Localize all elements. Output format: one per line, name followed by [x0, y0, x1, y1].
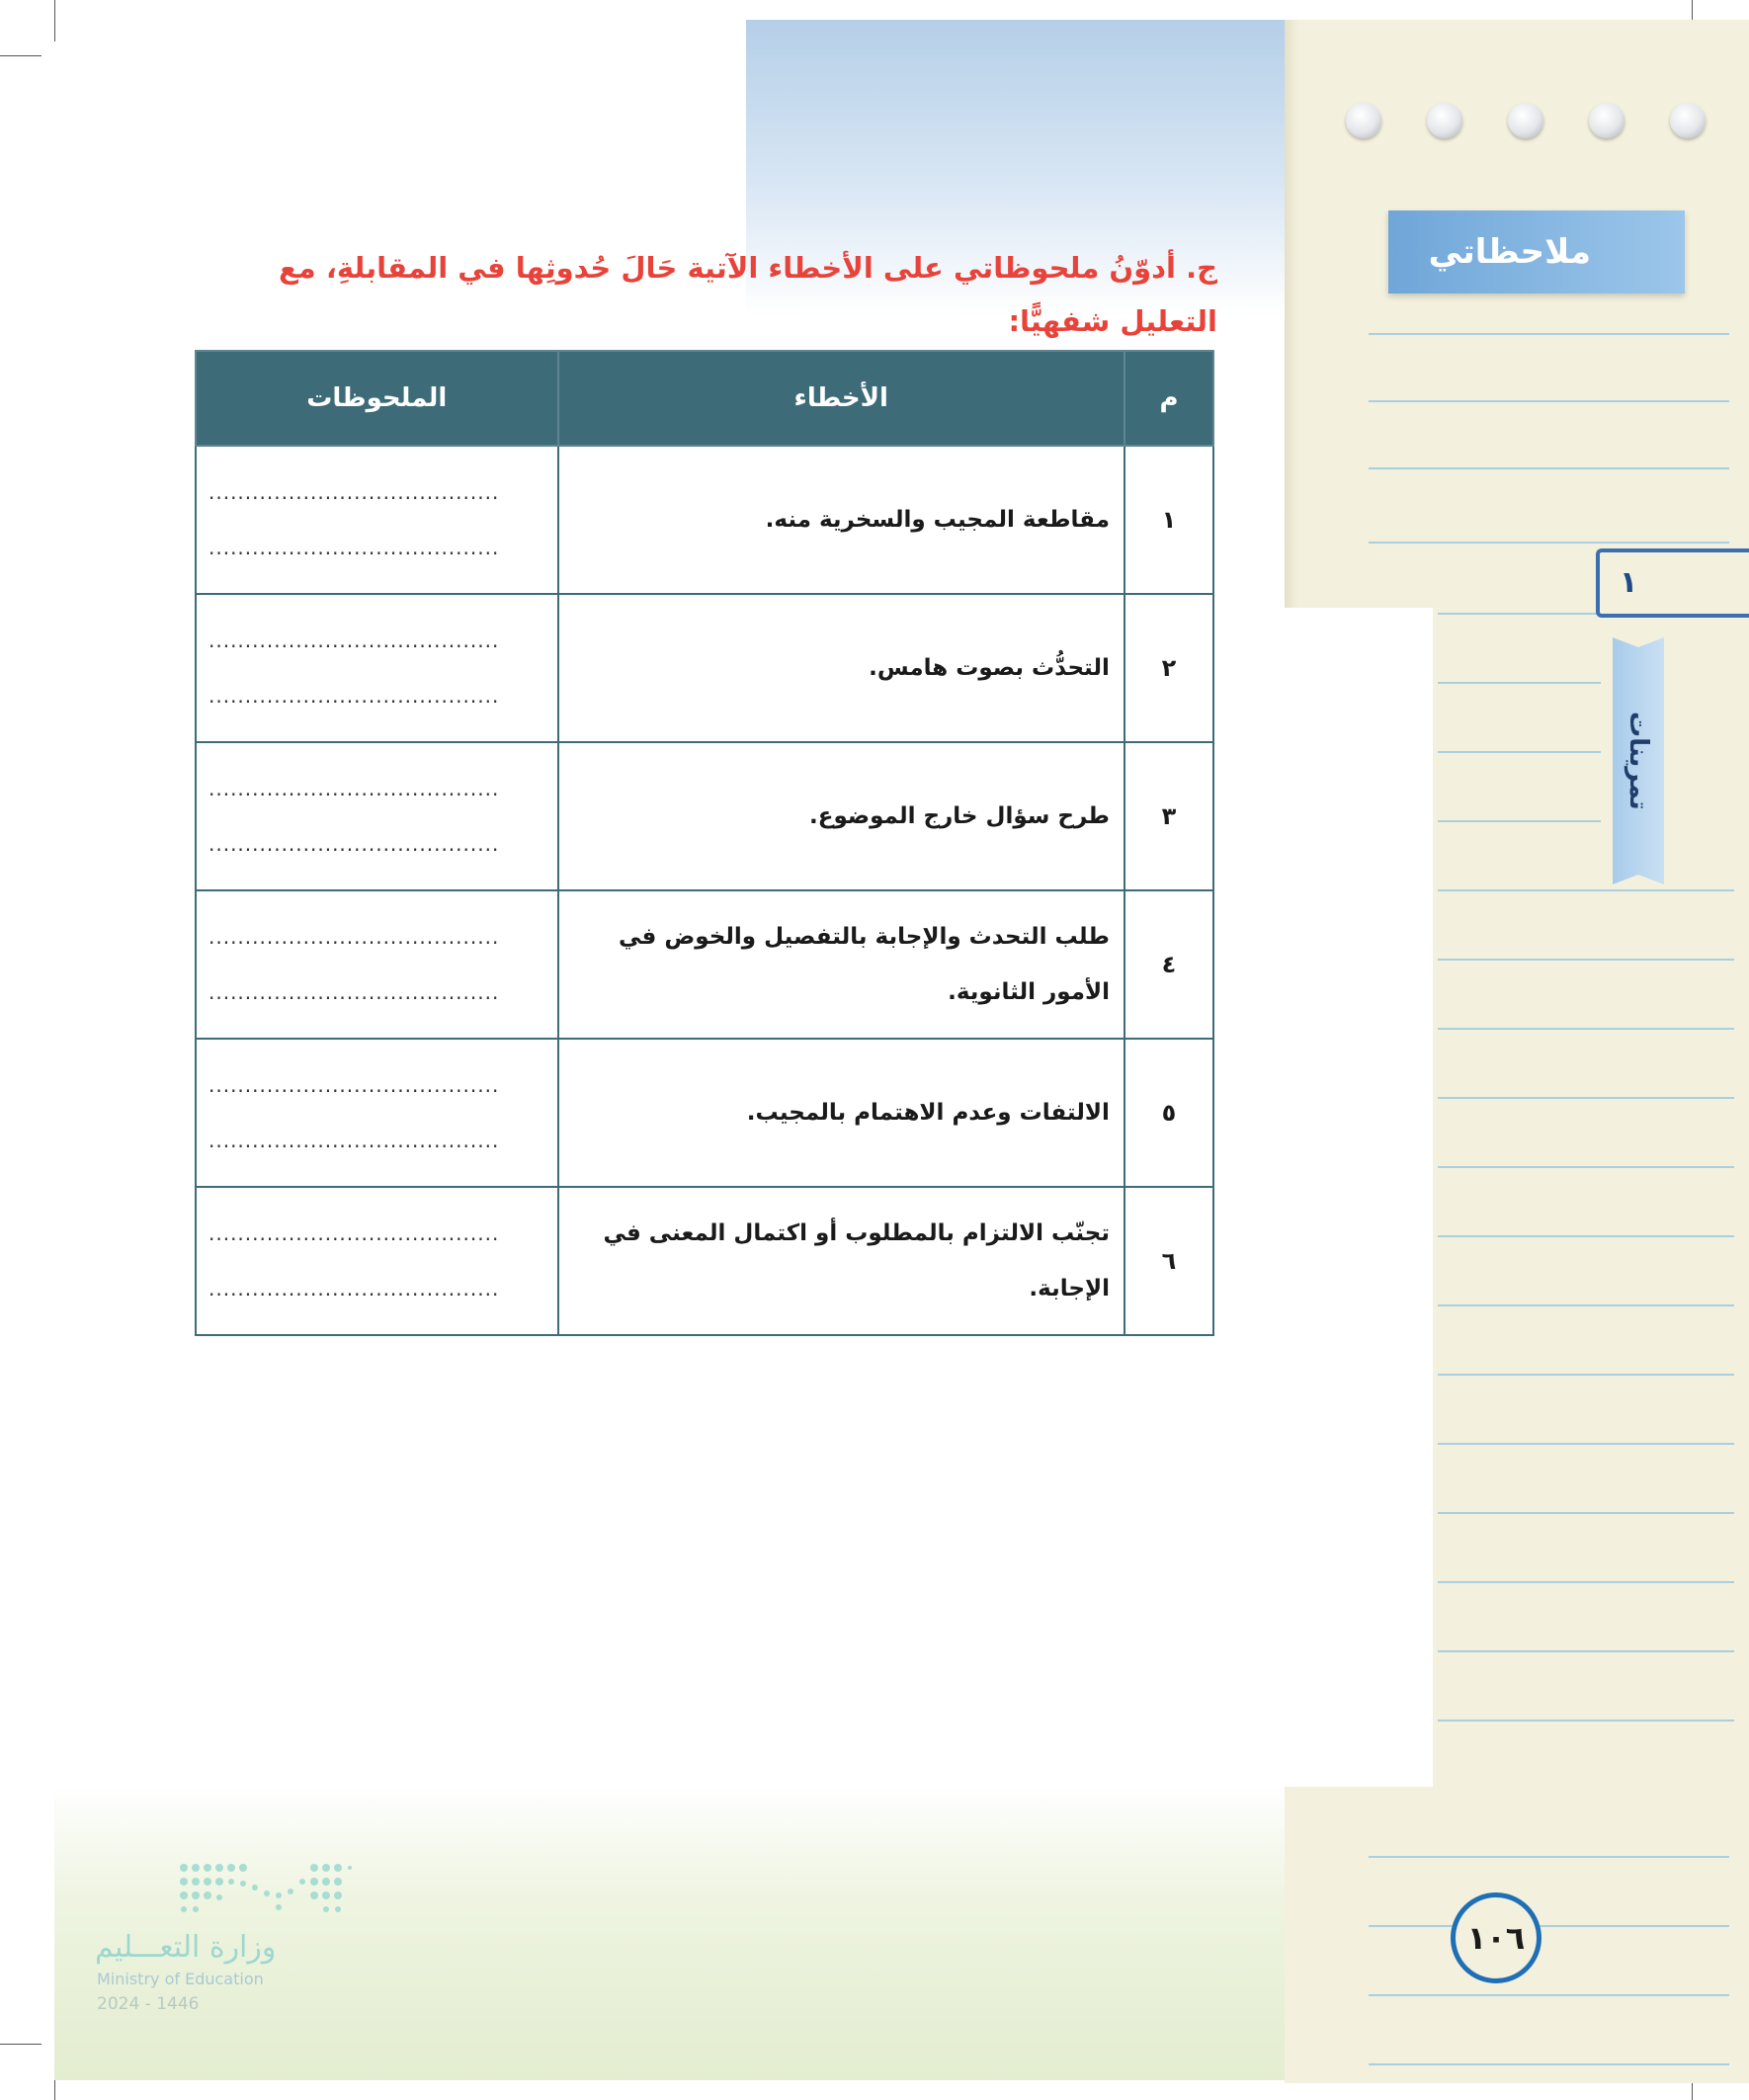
table-row [196, 594, 1213, 742]
note-line: ........................................ [208, 777, 500, 800]
header-errors: الأخطاء [558, 351, 1124, 446]
row-notes-field[interactable] [196, 742, 558, 890]
row-number: ١ [1124, 446, 1213, 594]
errors-table [195, 350, 1214, 1336]
note-line: ........................................ [208, 684, 500, 708]
crop-mark [0, 2044, 42, 2045]
row-number: ٦ [1124, 1187, 1213, 1335]
ruled-line [1438, 889, 1734, 891]
ruled-line [1369, 2063, 1729, 2065]
table-row [196, 890, 1213, 1039]
note-line: ........................................ [208, 1221, 500, 1245]
binder-ring [1670, 103, 1706, 138]
crop-mark [54, 0, 55, 42]
table-row [196, 446, 1213, 594]
row-error-text: الالتفات وعدم الاهتمام بالمجيب. [558, 1039, 1124, 1187]
row-notes-field[interactable] [196, 1039, 558, 1187]
page-number: ١٠٦ [1451, 1892, 1541, 1983]
binder-ring [1346, 103, 1381, 138]
table-row [196, 1039, 1213, 1187]
note-line: ........................................ [208, 1073, 500, 1097]
ruled-line [1369, 1925, 1729, 1927]
row-notes-field[interactable] [196, 890, 558, 1039]
ruled-line [1369, 1994, 1729, 1996]
ruled-line [1369, 467, 1729, 469]
ruled-line [1438, 751, 1601, 753]
row-error-text: طرح سؤال خارج الموضوع. [558, 742, 1124, 890]
binder-ring [1508, 103, 1543, 138]
note-line: ........................................ [208, 980, 500, 1004]
row-error-text: مقاطعة المجيب والسخرية منه. [558, 446, 1124, 594]
row-error-text: التحدُّث بصوت هامس. [558, 594, 1124, 742]
unit-number-box: ١ [1596, 548, 1749, 618]
ruled-line [1438, 1028, 1734, 1030]
section-ribbon-label [1613, 672, 1664, 850]
ruled-line [1438, 1443, 1734, 1445]
ministry-year: 2024 - 1446 [97, 1994, 200, 2014]
ruled-line [1438, 1304, 1734, 1306]
ruled-line [1438, 1512, 1734, 1514]
ruled-line [1438, 1720, 1734, 1722]
ruled-line [1438, 1650, 1734, 1652]
ministry-name-arabic: وزارة التعـــليم [95, 1930, 277, 1965]
note-line: ........................................ [208, 480, 500, 504]
ribbon-text: تمرينات [1624, 712, 1653, 810]
row-number: ٤ [1124, 890, 1213, 1039]
note-line: ........................................ [208, 1277, 500, 1301]
notebook-strip [1433, 608, 1749, 1789]
ruled-line [1438, 1166, 1734, 1168]
ruled-line [1369, 542, 1729, 544]
note-line: ........................................ [208, 832, 500, 856]
header-number: م [1124, 351, 1213, 446]
row-notes-field[interactable] [196, 594, 558, 742]
row-number: ٣ [1124, 742, 1213, 890]
note-line: ........................................ [208, 1129, 500, 1152]
exercise-instruction: ج. أدوّنُ ملحوظاتي على الأخطاء الآتية حَالَ حُدوثِها في المقابلةِ، مع التعليل شفهيًّا: [278, 251, 1217, 338]
table-header-row [196, 351, 1213, 446]
ruled-line [1438, 682, 1601, 684]
ministry-logo-icon [95, 1858, 352, 1917]
row-notes-field[interactable] [196, 1187, 558, 1335]
binder-ring [1589, 103, 1624, 138]
notes-tab: ملاحظاتي [1388, 210, 1685, 294]
ruled-line [1438, 820, 1601, 822]
row-error-text: طلب التحدث والإجابة بالتفصيل والخوض في الأمور الثانوية. [558, 890, 1124, 1039]
ministry-name-english: Ministry of Education [97, 1970, 264, 1988]
ruled-line [1369, 333, 1729, 335]
note-line: ........................................ [208, 925, 500, 949]
ruled-line [1438, 1235, 1734, 1237]
crop-mark [0, 55, 42, 56]
table-row [196, 742, 1213, 890]
ruled-line [1438, 1374, 1734, 1376]
notebook-edge [1285, 20, 1298, 608]
ruled-line [1438, 1581, 1734, 1583]
table-row [196, 1187, 1213, 1335]
note-line: ........................................ [208, 629, 500, 652]
ruled-line [1438, 1097, 1734, 1099]
ruled-line [1438, 959, 1734, 961]
notebook-cutout [1285, 608, 1433, 1789]
note-line: ........................................ [208, 536, 500, 559]
row-notes-field[interactable] [196, 446, 558, 594]
row-number: ٥ [1124, 1039, 1213, 1187]
ruled-line [1369, 400, 1729, 402]
binder-ring [1427, 103, 1462, 138]
ruled-line [1369, 1856, 1729, 1858]
header-notes: الملحوظات [196, 351, 558, 446]
row-error-text: تجنّب الالتزام بالمطلوب أو اكتمال المعنى في الإجابة. [558, 1187, 1124, 1335]
row-number: ٢ [1124, 594, 1213, 742]
